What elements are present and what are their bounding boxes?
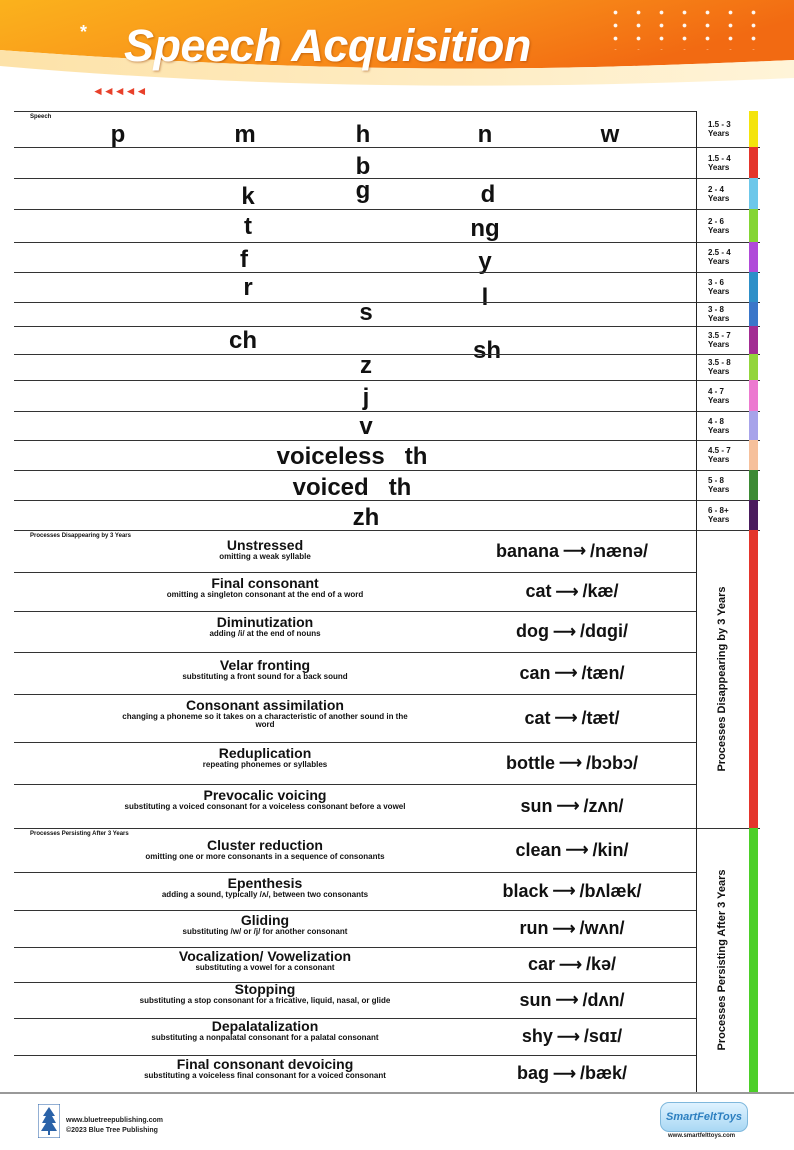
age-range: 3 - 6 (708, 278, 725, 287)
process-name: Velar fronting (219, 657, 311, 673)
process-example (456, 611, 688, 652)
speech-sound: l (481, 284, 489, 311)
process-color-bar (749, 530, 758, 828)
process-group-caption: Processes Persisting After 3 Years (30, 831, 129, 837)
speech-sound: zh (352, 504, 380, 531)
arrow-icon: ⟶ (553, 623, 576, 641)
age-unit: Years (708, 485, 730, 494)
speech-row-divider (14, 380, 696, 381)
example-word: run (519, 918, 549, 938)
speech-row-divider (14, 147, 696, 148)
speech-sound: p (110, 121, 126, 148)
example-ipa: /dɑgi/ (579, 621, 628, 641)
process-example (456, 947, 688, 982)
age-color-bar (749, 111, 758, 147)
age-unit: Years (708, 340, 730, 349)
example-ipa: /wʌn/ (579, 918, 625, 938)
age-unit: Years (708, 314, 730, 323)
publisher-url[interactable]: www.bluetreepublishing.com (66, 1117, 163, 1124)
age-range: 4 - 8 (708, 416, 725, 426)
process-description: omitting a weak syllable (219, 552, 311, 561)
process-name: Final consonant devoicing (176, 1056, 354, 1072)
process-description: substituting a nonpalatal consonant for a palatal consonant (151, 1033, 379, 1042)
age-unit: Years (708, 257, 730, 266)
process-name: Diminutization (216, 614, 314, 630)
example-ipa: /kæ/ (582, 581, 619, 601)
speech-row-divider (14, 302, 696, 303)
age-color-bar (749, 411, 758, 440)
age-range-label (698, 411, 748, 440)
example-word: cat (525, 581, 552, 601)
example-word: sun (519, 989, 552, 1010)
age-unit: Years (708, 225, 730, 235)
age-color-bar (749, 302, 758, 326)
age-range-label (698, 440, 748, 470)
age-color-bar (749, 178, 758, 209)
age-color-bar (749, 500, 758, 530)
age-range-label (698, 326, 748, 354)
speech-sound: t (244, 212, 252, 240)
arrow-icon: ⟶ (554, 710, 578, 727)
example-word: dog (516, 621, 550, 641)
age-range: 3.5 - 7 (708, 331, 731, 340)
age-range: 2 - 4 (708, 184, 725, 194)
speech-sound: ch (228, 327, 258, 354)
example-ipa: /bæk/ (579, 1063, 627, 1083)
speech-sound: z (360, 352, 372, 379)
example-word: bottle (506, 752, 556, 773)
age-unit: Years (708, 395, 730, 405)
process-description: repeating phonemes or syllables (202, 760, 328, 769)
age-range-label (698, 209, 748, 242)
arrow-icon: ⟶ (555, 583, 579, 601)
age-color-bar (749, 440, 758, 470)
process-description: adding a sound, typically /ʌ/, between two consonants (161, 890, 369, 899)
age-color-bar (749, 147, 758, 178)
process-name: Final consonant (211, 575, 319, 591)
process-example (456, 742, 688, 784)
example-word: sun (520, 795, 553, 816)
age-range: 4.5 - 7 (708, 446, 731, 455)
age-range-label (698, 272, 748, 302)
age-range: 2 - 6 (708, 216, 725, 226)
process-example (456, 1055, 688, 1092)
arrow-icon: ⟶ (552, 920, 576, 938)
process-name: Gliding (240, 912, 290, 928)
age-unit: Years (708, 515, 730, 524)
age-range-label (698, 354, 748, 380)
example-ipa: /zʌn/ (583, 795, 624, 816)
process-right-border (696, 530, 697, 828)
speech-sound: f (240, 246, 248, 273)
process-description: substituting a vowel for a consonant (195, 963, 335, 972)
process-color-bar (749, 828, 758, 1092)
age-range-label (698, 302, 748, 326)
partner-logo: SmartFeltToys (660, 1102, 748, 1132)
arrow-decoration: ◄◄◄◄◄ (92, 84, 147, 98)
example-word: cat (524, 707, 551, 728)
example-word: black (502, 880, 549, 901)
process-example (456, 982, 688, 1018)
arrow-icon: ⟶ (552, 883, 576, 900)
age-color-bar (749, 470, 758, 500)
example-ipa: /nænə/ (589, 540, 648, 561)
arrow-icon: ⟶ (556, 798, 580, 815)
process-description: substituting a front sound for a back sound (182, 672, 348, 681)
example-ipa: /bʌlæk/ (579, 880, 642, 901)
process-example (456, 828, 688, 872)
age-range: 5 - 8 (708, 476, 725, 485)
speech-row-divider (14, 326, 696, 327)
speech-row-divider (14, 354, 696, 355)
header-banner (0, 0, 794, 110)
footer-divider (0, 1092, 794, 1094)
process-side-label-text: Processes Disappearing by 3 Years (716, 586, 728, 772)
age-color-bar (749, 272, 758, 302)
process-example (456, 872, 688, 910)
age-unit: Years (708, 162, 730, 172)
process-name: Unstressed (226, 537, 304, 553)
process-example (456, 694, 688, 742)
example-ipa: /dʌn/ (582, 989, 625, 1010)
speech-sound: ng (470, 214, 500, 242)
age-range-label (698, 380, 748, 411)
age-range: 6 - 8+ (708, 506, 729, 515)
process-description: substituting a voiceless final consonant for a voiced consonant (144, 1071, 386, 1080)
arrow-icon: ⟶ (559, 755, 582, 772)
age-color-bar (749, 326, 758, 354)
age-range: 2.5 - 4 (708, 248, 731, 257)
process-name: Epenthesis (227, 875, 303, 891)
age-range-label (698, 470, 748, 500)
speech-sound: voiced th (292, 474, 412, 501)
age-range-label (698, 242, 748, 272)
speech-row-divider (14, 209, 696, 210)
process-description: substituting /w/ or /j/ for another consonant (182, 927, 348, 936)
process-name: Vocalization/ Vowelization (178, 948, 352, 964)
blue-tree-logo (38, 1104, 60, 1138)
process-example (456, 572, 688, 611)
process-description: changing a phoneme so it takes on a characteristic of another sound in the word (122, 712, 408, 729)
arrow-icon: ⟶ (554, 665, 578, 682)
process-example (456, 530, 688, 572)
example-ipa: /kə/ (585, 954, 616, 974)
speech-row-divider (14, 272, 696, 273)
process-right-border (696, 828, 697, 1092)
speech-sound: h (355, 121, 371, 148)
speech-caption: Speech (30, 114, 52, 120)
age-color-bar (749, 209, 758, 242)
example-ipa: /tæn/ (581, 662, 625, 683)
process-name: Prevocalic voicing (203, 787, 327, 803)
speech-sound: w (600, 121, 620, 148)
process-name: Stopping (234, 981, 296, 997)
example-word: bag (517, 1063, 550, 1083)
partner-url[interactable]: www.smartfelttoys.com (668, 1133, 736, 1139)
speech-sound: v (359, 412, 373, 440)
speech-sound: y (478, 248, 492, 275)
speech-sound: b (355, 152, 371, 180)
arrow-icon: ⟶ (553, 1065, 576, 1083)
speech-right-border (696, 111, 697, 530)
age-range-label (698, 147, 748, 178)
speech-sound: voiceless th (276, 443, 428, 470)
age-unit: Years (708, 367, 730, 376)
speech-sound: r (243, 274, 253, 301)
arrow-icon: ⟶ (556, 1028, 580, 1046)
age-unit: Years (708, 287, 730, 296)
example-word: car (528, 954, 556, 974)
dot-pattern (604, 6, 774, 50)
age-unit: Years (708, 193, 730, 203)
speech-row-divider (14, 440, 696, 441)
process-description: omitting one or more consonants in a sequence of consonants (145, 852, 385, 861)
age-unit: Years (708, 455, 730, 464)
speech-sound: sh (472, 337, 502, 364)
example-ipa: /kin/ (592, 839, 629, 860)
age-color-bar (749, 380, 758, 411)
speech-sound: m (234, 121, 256, 148)
age-range: 3 - 8 (708, 305, 725, 314)
star-icon: * (80, 22, 88, 42)
age-range-label (698, 111, 748, 147)
speech-row-divider (14, 470, 696, 471)
process-name: Reduplication (218, 745, 312, 761)
example-ipa: /tæt/ (581, 707, 620, 728)
age-unit: Years (708, 425, 730, 435)
example-ipa: /sɑɪ/ (583, 1026, 623, 1046)
speech-sound: n (477, 121, 493, 148)
arrow-icon: ⟶ (555, 992, 579, 1009)
speech-row-divider (14, 411, 696, 412)
arrow-icon: ⟶ (565, 842, 589, 859)
age-range: 4 - 7 (708, 386, 725, 396)
arrow-icon: ⟶ (563, 543, 586, 560)
process-group-caption: Processes Disappearing by 3 Years (30, 533, 131, 539)
example-word: can (519, 662, 551, 683)
process-example (456, 910, 688, 947)
age-color-bar (749, 354, 758, 380)
speech-row-divider (14, 242, 696, 243)
process-name: Consonant assimilation (186, 697, 344, 713)
copyright: ©2023 Blue Tree Publishing (66, 1127, 158, 1134)
example-word: banana (496, 540, 560, 561)
process-example (456, 652, 688, 694)
page-title: Speech Acquisition (124, 20, 531, 71)
example-ipa: /bɔbɔ/ (585, 752, 638, 773)
section-divider (14, 111, 696, 112)
process-side-label-text: Processes Persisting After 3 Years (716, 869, 728, 1051)
process-description: substituting a stop consonant for a fricative, liquid, nasal, or glide (139, 996, 391, 1005)
speech-row-divider (14, 500, 696, 501)
example-word: clean (515, 839, 562, 860)
process-description: adding /i/ at the end of nouns (209, 629, 321, 638)
process-example (456, 784, 688, 828)
example-word: shy (521, 1026, 553, 1046)
process-description: omitting a singleton consonant at the end of a word (166, 590, 364, 599)
speech-sound: g (355, 176, 371, 204)
age-range-label (698, 500, 748, 530)
age-unit: Years (708, 129, 730, 138)
process-name: Depalatalization (211, 1018, 319, 1034)
age-range: 3.5 - 8 (708, 358, 731, 367)
process-name: Cluster reduction (207, 837, 323, 853)
speech-sound: s (359, 299, 373, 326)
age-range-label (698, 178, 748, 209)
age-range: 1.5 - 4 (708, 153, 731, 163)
age-range: 1.5 - 3 (708, 120, 731, 129)
speech-sound: j (362, 383, 370, 411)
arrow-icon: ⟶ (559, 956, 582, 974)
process-description: substituting a voiced consonant for a voiceless consonant before a vowel (124, 802, 406, 811)
process-example (456, 1018, 688, 1055)
age-color-bar (749, 242, 758, 272)
speech-sound: d (480, 180, 496, 208)
speech-sound: k (241, 182, 255, 210)
